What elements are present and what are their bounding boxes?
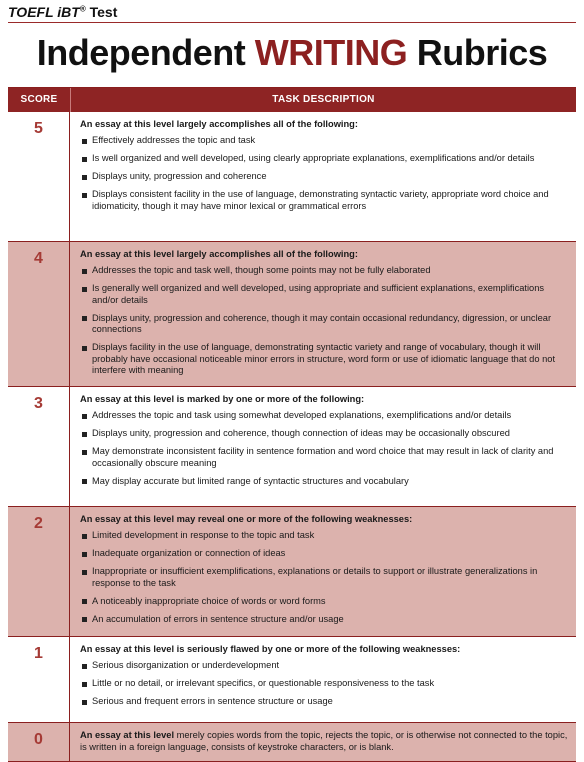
square-bullet-icon <box>82 193 87 198</box>
table-row <box>8 723 576 762</box>
score-value: 0 <box>8 723 70 761</box>
list-item-text: Is generally well organized and well developed, using appropriate and sufficient explanations, exemplifications and/or details <box>92 283 545 305</box>
list-item-text: Serious and frequent errors in sentence structure or usage <box>92 696 333 706</box>
title-part-1: Independent <box>36 32 246 73</box>
list-item <box>80 696 568 708</box>
list-item-text: Addresses the topic and task well, though some points may not be fully elaborated <box>92 265 431 275</box>
list-item <box>80 153 568 165</box>
brand-label <box>8 4 117 20</box>
list-item-text: Displays consistent facility in the use of language, demonstrating syntactic variety, appropriate word choice and idiomaticity, though it may have minor lexical or grammatical errors <box>92 189 549 211</box>
table-row <box>8 507 576 637</box>
square-bullet-icon <box>82 414 87 419</box>
rubric-table <box>8 87 576 762</box>
list-item <box>80 614 568 626</box>
list-item <box>80 313 568 336</box>
registered-mark: ® <box>79 4 86 14</box>
list-item <box>80 189 568 212</box>
list-item <box>80 476 568 488</box>
list-item <box>80 342 568 377</box>
list-item <box>80 410 568 422</box>
row-lead: An essay at this level largely accomplishes all of the following: <box>80 249 358 259</box>
task-description <box>70 723 576 761</box>
square-bullet-icon <box>82 682 87 687</box>
list-item-text: Little or no detail, or irrelevant specifics, or questionable responsiveness to the task <box>92 678 435 688</box>
score-value: 4 <box>8 242 70 386</box>
table-row <box>8 637 576 723</box>
table-row <box>8 242 576 387</box>
square-bullet-icon <box>82 534 87 539</box>
criteria-list <box>80 135 568 212</box>
row-lead: An essay at this level is seriously flawed by one or more of the following weaknesses: <box>80 644 461 654</box>
title-part-2: Rubrics <box>416 32 548 73</box>
criteria-list <box>80 530 568 625</box>
square-bullet-icon <box>82 570 87 575</box>
list-item <box>80 566 568 589</box>
square-bullet-icon <box>82 139 87 144</box>
square-bullet-icon <box>82 316 87 321</box>
list-item <box>80 265 568 277</box>
row-lead: An essay at this level may reveal one or more of the following weaknesses: <box>80 514 413 524</box>
list-item <box>80 548 568 560</box>
list-item <box>80 171 568 183</box>
list-item-text: Limited development in response to the topic and task <box>92 530 315 540</box>
list-item-text: Displays unity, progression and coherence, though it may contain occasional redundancy, digression, or unclear connections <box>92 312 552 334</box>
list-item-text: Addresses the topic and task using somewhat developed explanations, exemplifications and/or details <box>92 410 512 420</box>
list-item-text: Is well organized and well developed, using clearly appropriate explanations, exemplifications and/or details <box>92 153 535 163</box>
square-bullet-icon <box>82 269 87 274</box>
row-lead-bold: An essay at this level <box>80 730 175 740</box>
list-item <box>80 678 568 690</box>
brand-name: TOEFL iBT <box>8 4 80 20</box>
list-item <box>80 530 568 542</box>
page-title <box>0 32 584 74</box>
list-item-text: Effectively addresses the topic and task <box>92 135 256 145</box>
row-lead: An essay at this level largely accomplishes all of the following: <box>80 119 358 129</box>
criteria-list <box>80 410 568 487</box>
brand-suffix: Test <box>89 4 118 20</box>
square-bullet-icon <box>82 552 87 557</box>
column-header-score: SCORE <box>8 88 71 112</box>
square-bullet-icon <box>82 700 87 705</box>
list-item <box>80 596 568 608</box>
square-bullet-icon <box>82 664 87 669</box>
square-bullet-icon <box>82 432 87 437</box>
square-bullet-icon <box>82 175 87 180</box>
list-item-text: May demonstrate inconsistent facility in sentence formation and word choice that may result in lack of clarity and occasionally obscure meaning <box>92 446 554 468</box>
score-value: 1 <box>8 637 70 722</box>
square-bullet-icon <box>82 450 87 455</box>
list-item-text: An accumulation of errors in sentence structure and/or usage <box>92 613 344 624</box>
table-row <box>8 112 576 242</box>
square-bullet-icon <box>82 479 87 484</box>
list-item <box>80 660 568 672</box>
table-header <box>8 88 576 112</box>
square-bullet-icon <box>82 346 87 351</box>
task-description <box>70 242 576 386</box>
score-value: 3 <box>8 387 70 506</box>
list-item-text: A noticeably inappropriate choice of words or word forms <box>92 595 326 606</box>
document-header <box>0 0 584 24</box>
square-bullet-icon <box>82 157 87 162</box>
list-item <box>80 135 568 147</box>
row-lead: An essay at this level is marked by one or more of the following: <box>80 394 365 404</box>
square-bullet-icon <box>82 617 87 622</box>
row-lead <box>80 729 568 753</box>
task-description <box>70 637 576 722</box>
criteria-list <box>80 660 568 708</box>
task-description <box>70 112 576 241</box>
score-value: 2 <box>8 507 70 636</box>
list-item-text: May display accurate but limited range of syntactic structures and vocabulary <box>92 475 409 486</box>
list-item-text: Displays unity, progression and coherence <box>92 171 267 181</box>
task-description <box>70 387 576 506</box>
row-lead-rest: merely copies words from the topic, rejects the topic, or is otherwise not connected to the topic, is written in a foreign language, consists of keystroke characters, or is blank. <box>80 730 568 752</box>
list-item-text: Inappropriate or insufficient exemplifications, explanations or details to support or illustrate generalizations in response to the task <box>92 566 538 588</box>
column-header-task: TASK DESCRIPTION <box>272 94 375 105</box>
square-bullet-icon <box>82 599 87 604</box>
list-item <box>80 428 568 440</box>
header-divider <box>8 22 576 23</box>
list-item-text: Displays unity, progression and coherence, though connection of ideas may be occasionally obscured <box>92 428 510 438</box>
table-row <box>8 387 576 507</box>
task-description <box>70 507 576 636</box>
criteria-list <box>80 265 568 377</box>
list-item-text: Inadequate organization or connection of ideas <box>92 548 286 558</box>
square-bullet-icon <box>82 287 87 292</box>
list-item-text: Displays facility in the use of language, demonstrating syntactic variety and range of vocabulary, though it will probably have occasional noticeable minor errors in structure, word form or use of idiomatic language that do not interfere with meaning <box>92 342 556 375</box>
list-item <box>80 446 568 469</box>
score-value: 5 <box>8 112 70 241</box>
list-item-text: Serious disorganization or underdevelopment <box>92 660 280 670</box>
title-accent: WRITING <box>254 32 408 73</box>
list-item <box>80 283 568 306</box>
